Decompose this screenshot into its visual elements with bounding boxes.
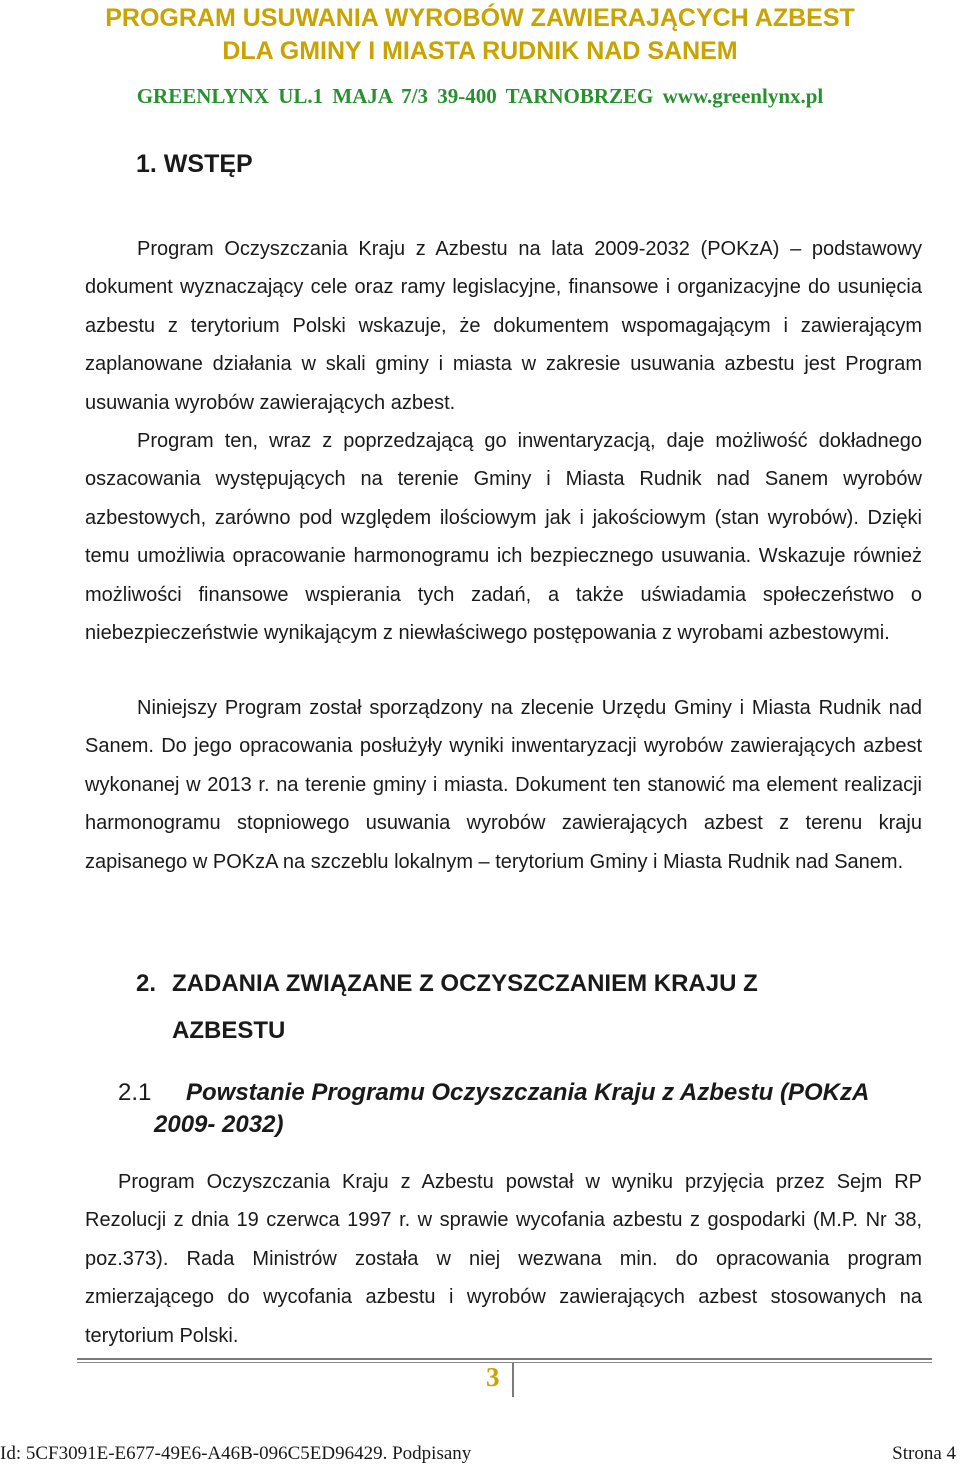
page-number-divider bbox=[512, 1363, 514, 1397]
section-2-title-line2: AZBESTU bbox=[172, 1017, 286, 1044]
section-1-paragraph-1: Program Oczyszczania Kraju z Azbestu na lata 2009-2032 (POKzA) – podstawowy dokument wyznaczający cele oraz ramy legislacyjne, finansowe i organizacyjne do usunięcia azbestu z terytorium Polski wskazuje, że dokumentem wspomagającym i zawierającym zaplanowane działania w skali gminy i miasta w zakresie usuwania azbestu jest Program usuwania wyrobów zawierających azbest. bbox=[85, 238, 922, 414]
subsection-2-1-paragraph: Program Oczyszczania Kraju z Azbestu powstał w wyniku przyjęcia przez Sejm RP Rezolucji z dnia 19 czerwca 1997 r. w sprawie wycofania azbestu z gospodarki (M.P. Nr 38, poz.373). Rada Ministrów została w niej wezwana min. do opracowania program zmierzającego do wycofania azbestu i wyrobów zawierających azbest stosowanych na terytorium Polski. bbox=[85, 1171, 922, 1347]
subsection-2-1-title-line1: Powstanie Programu Oczyszczania Kraju z Azbestu (POKzA bbox=[186, 1079, 870, 1106]
subsection-2-1-heading bbox=[118, 1077, 869, 1141]
header-title-line2: DLA GMINY I MIASTA RUDNIK NAD SANEM bbox=[222, 37, 738, 65]
page-number: 3 bbox=[486, 1362, 500, 1392]
document-signature-id: Id: 5CF3091E-E677-49E6-A46B-096C5ED96429. Podpisany bbox=[0, 1443, 472, 1464]
section-2-title-line1: ZADANIA ZWIĄZANE Z OCZYSZCZANIEM KRAJU Z bbox=[172, 970, 758, 997]
header-company-address: GREENLYNX UL.1 MAJA 7/3 39-400 TARNOBRZEG www.greenlynx.pl bbox=[136, 84, 824, 108]
section-2-number: 2. bbox=[136, 970, 157, 997]
subsection-2-1-number: 2.1 bbox=[118, 1079, 152, 1106]
subsection-2-1-title-line2: 2009- 2032) bbox=[154, 1111, 284, 1138]
section-2-heading bbox=[136, 960, 758, 1054]
header-title-line1: PROGRAM USUWANIA WYROBÓW ZAWIERAJĄCYCH AZBEST bbox=[105, 4, 855, 32]
section-1-paragraph-2: Program ten, wraz z poprzedzającą go inwentaryzacją, daje możliwość dokładnego oszacowania występujących na terenie Gminy i Miasta Rudnik nad Sanem wyrobów azbestowych, zarówno pod względem ilościowym jak i jakościowym (stan wyrobów). Dzięki temu umożliwia opracowanie harmonogramu ich bezpiecznego usuwania. Wskazuje również możliwości finansowe wspierania tych zadań, a także uświadamia społeczeństwo o niebezpieczeństwie wynikającym z niewłaściwego postępowania z wyrobami azbestowymi. bbox=[85, 430, 922, 645]
section-1-heading: 1. WSTĘP bbox=[136, 150, 253, 178]
page-label: Strona 4 bbox=[892, 1443, 956, 1464]
page-footer-rule-thin bbox=[77, 1362, 932, 1363]
page-footer-rule bbox=[77, 1358, 932, 1360]
section-1-paragraph-3: Niniejszy Program został sporządzony na zlecenie Urzędu Gminy i Miasta Rudnik nad Sanem. Do jego opracowania posłużyły wyniki inwentaryzacji wyrobów zawierających azbest wykonanej w 2013 r. na terenie gminy i miasta. Dokument ten stanowić ma element realizacji harmonogramu stopniowego usuwania wyrobów zawierających azbest z terenu kraju zapisanego w POKzA na szczeblu lokalnym – terytorium Gminy i Miasta Rudnik nad Sanem. bbox=[85, 697, 922, 873]
